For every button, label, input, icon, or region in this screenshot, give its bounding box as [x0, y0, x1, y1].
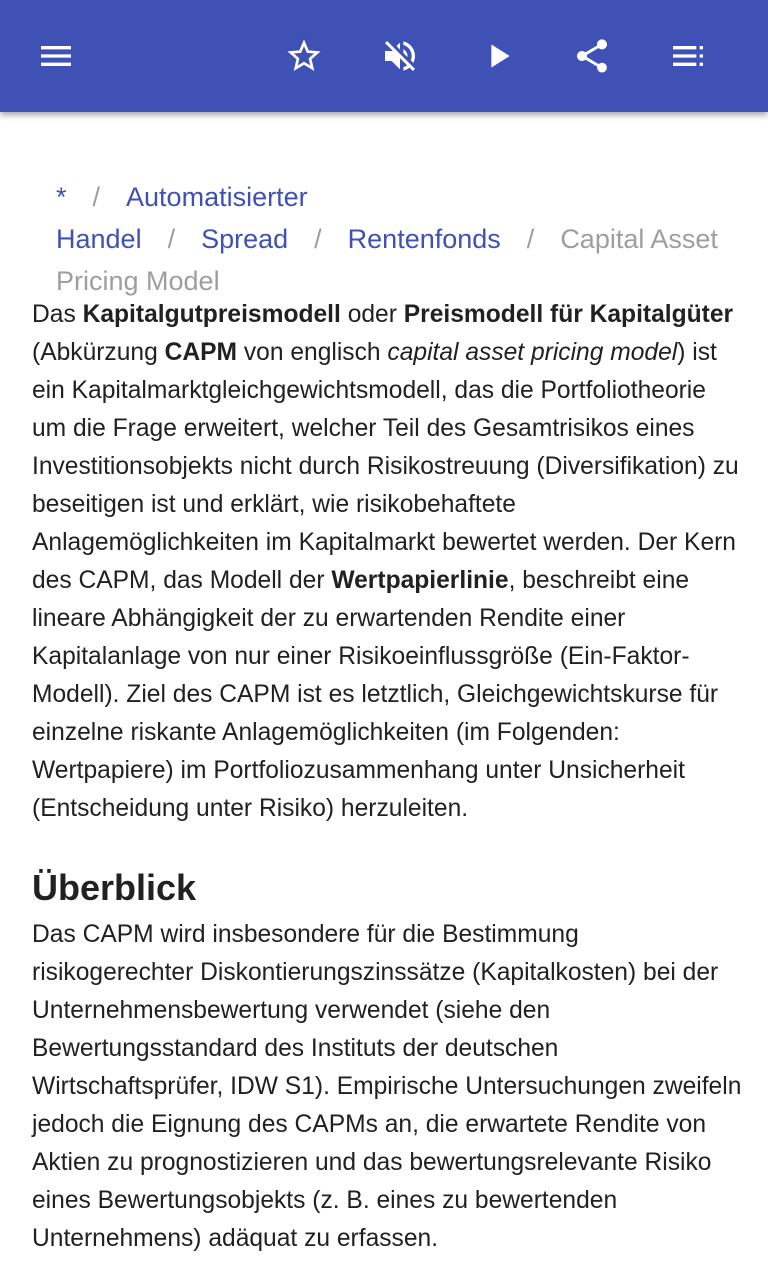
star-icon [284, 36, 324, 76]
breadcrumb-link-automatisierter-handel[interactable]: Automatisierter Handel [56, 182, 308, 254]
intro-text: ) ist ein Kapitalmarktgleichgewichtsmodell, das die Portfoliotheorie um die Frage erweitert, welcher Teil des Gesamtrisikos eines Investitionsobjekts nicht durch Risikostreuung (Diversifikation) zu beseitigen ist und erklärt, wie risikobehaftete Anlagemöglichkeiten im Kapitalmarkt bewertet werden. Der Kern des CAPM, das Modell der [32, 339, 739, 594]
playlist-icon [668, 36, 708, 76]
bookmark-button[interactable] [276, 28, 332, 84]
menu-icon [36, 36, 76, 76]
intro-text: (Abkürzung [32, 339, 165, 366]
intro-term-kapitalgutpreismodell: Kapitalgutpreismodell [82, 301, 341, 328]
share-icon [572, 36, 612, 76]
play-button[interactable] [470, 28, 526, 84]
section-heading-ueberblick: Überblick [32, 867, 197, 908]
volume-off-icon [380, 36, 420, 76]
intro-paragraph [32, 296, 742, 828]
breadcrumb-separator: / [92, 182, 101, 212]
share-button[interactable] [564, 28, 620, 84]
breadcrumb-link-home[interactable]: * [56, 182, 67, 212]
breadcrumb [56, 176, 736, 302]
breadcrumb-link-rentenfonds[interactable]: Rentenfonds [347, 224, 501, 254]
intro-english-term: capital asset pricing model [387, 339, 678, 366]
app-toolbar [0, 0, 768, 112]
intro-text: oder [340, 301, 404, 328]
intro-term-wertpapierlinie: Wertpapierlinie [331, 567, 509, 594]
breadcrumb-current: Capital Asset Pricing Model [56, 224, 718, 296]
breadcrumb-separator: / [314, 224, 322, 254]
intro-text: , beschreibt eine lineare Abhängigkeit der zu erwartenden Rendite einer Kapitalanlage von nur einer Risikoeinflussgröße (Ein-Faktor-Modell). Ziel des CAPM ist es letztlich, Gleichgewichtskurse für einzelne riskante Anlagemöglichkeiten (im Folgenden: Wertpapiere) im Portfoliozusammenhang unter Unsicherheit (Entscheidung unter Risiko) herzuleiten. [32, 567, 719, 822]
breadcrumb-separator: / [167, 224, 176, 254]
intro-text: Das [32, 301, 83, 328]
intro-term-capm: CAPM [164, 339, 238, 366]
mute-button[interactable] [372, 28, 428, 84]
intro-term-preismodell: Preismodell für Kapitalgüter [403, 301, 734, 328]
play-icon [478, 36, 518, 76]
breadcrumb-link-spread[interactable]: Spread [201, 224, 289, 254]
menu-button[interactable] [28, 28, 84, 84]
breadcrumb-separator: / [526, 224, 535, 254]
section-paragraph: Das CAPM wird insbesondere für die Bestimmung risikogerechter Diskontierungszinssätze (Kapitalkosten) bei der Unternehmensbewertung verwendet (siehe den Bewertungsstandard des Instituts der deutschen Wirtschaftsprüfer, IDW S1). Empirische Untersuchungen zweifeln jedoch die Eignung des CAPMs an, die erwartete Rendite von Aktien zu prognostizieren und das bewertungsrelevante Risiko eines Bewertungsobjekts (z. B. eines zu bewertenden Unternehmens) adäquat zu erfassen. [32, 921, 742, 1252]
table-of-contents-button[interactable] [660, 28, 716, 84]
intro-text: von englisch [237, 339, 388, 366]
article-content [32, 296, 742, 1258]
